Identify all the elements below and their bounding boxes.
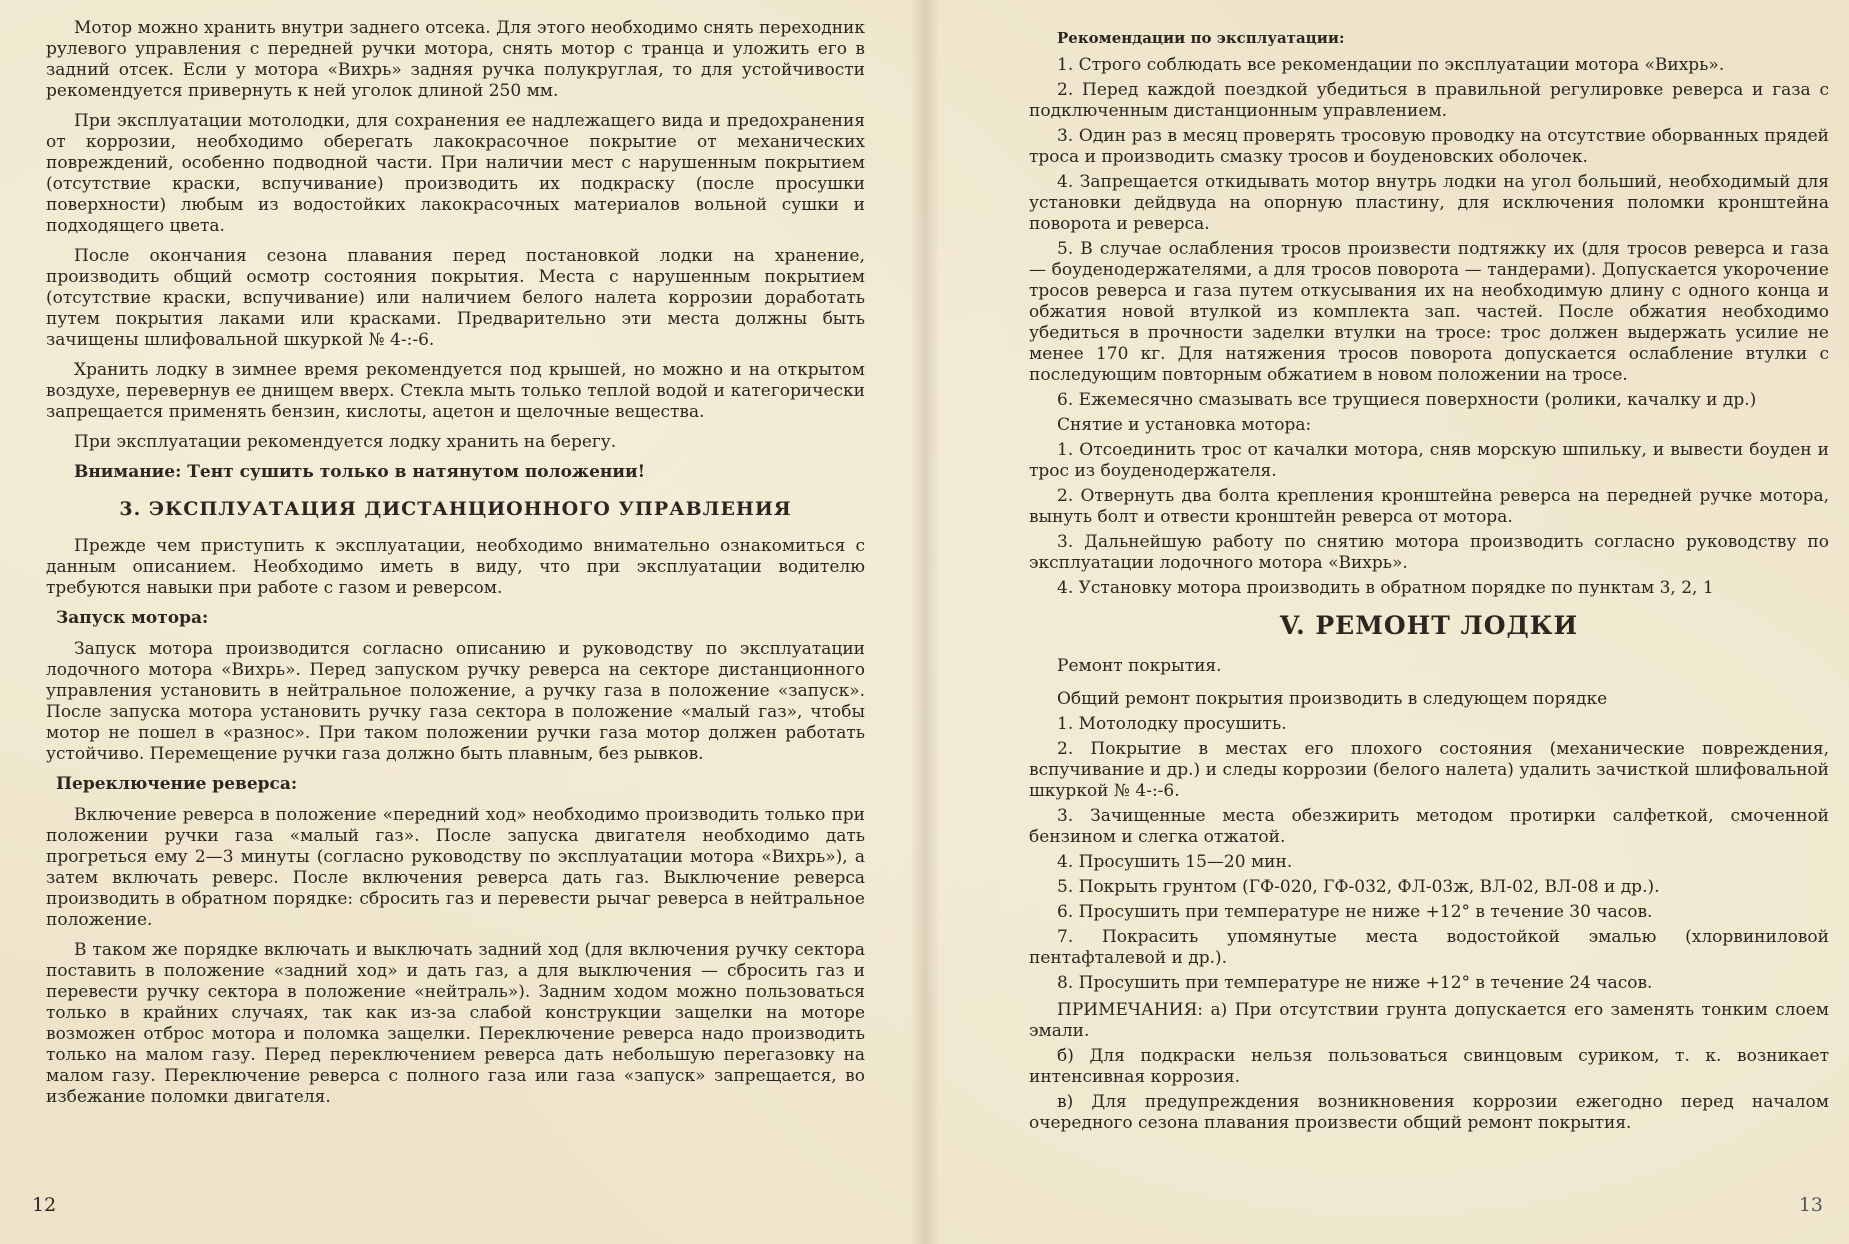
right-page — [925, 0, 1849, 1244]
removal-heading: Снятие и установка мотора: — [1057, 415, 1312, 435]
removal-list — [1029, 440, 1829, 599]
list-item: 3. Зачищенные места обезжирить методом протирки салфеткой, смоченной бензином и слегка отжатой. — [1029, 806, 1829, 847]
note: в) Для предупреждения возникновения коррозии ежегодно перед началом очередного сезона плавания произвести общий ремонт покрытия. — [1029, 1092, 1829, 1133]
note: б) Для подкраски нельзя пользоваться свинцовым суриком, т. к. возникает интенсивная коррозия. — [1029, 1046, 1829, 1087]
paragraph: Включение реверса в положение «передний ход» необходимо производить только при положении ручки газа «малый газ». После запуска двигателя необходимо дать прогреться ему 2—3 минуты (согласно руководству по эксплуатации мотора «Вихрь»), а затем включать реверс. После включения реверса дать газ. Выключение реверса производить в обратном порядке: сбросить газ и перевести рычаг реверса в нейтральное положение. — [46, 805, 865, 930]
list-item: 6. Просушить при температуре не ниже +12° в течение 30 часов. — [1057, 902, 1653, 922]
notes-list — [1029, 1000, 1829, 1134]
section-heading: 3. ЭКСПЛУАТАЦИЯ ДИСТАНЦИОННОГО УПРАВЛЕНИЯ — [119, 498, 792, 520]
list-item: 2. Перед каждой поездкой убедиться в правильной регулировке реверса и газа с подключенным дистанционным управлением. — [1029, 80, 1829, 121]
list-item: 1. Отсоединить трос от качалки мотора, сняв морскую шпильку, и вывести боуден и трос из боуденодержателя. — [1029, 440, 1829, 481]
paragraph: Запуск мотора производится согласно описанию и руководству по эксплуатации лодочного мотора «Вихрь». Перед запуском ручку реверса на секторе дистанционного управления установить в нейтральное положение, а ручку газа в положение «запуск». После запуска мотора установить ручку газа сектора в положение «малый газ», чтобы мотор не пошел в «разнос». При таком положении ручки газа мотор должен работать устойчиво. Перемещение ручки газа должно быть плавным, без рывков. — [46, 639, 865, 764]
subheading: Запуск мотора: — [56, 608, 209, 628]
list-item: 1. Строго соблюдать все рекомендации по эксплуатации мотора «Вихрь». — [1057, 55, 1725, 75]
page-number: 13 — [1798, 1194, 1823, 1216]
list-item: 2. Отвернуть два болта крепления кронштейна реверса на передней ручке мотора, вынуть болт и отвести кронштейн реверса от мотора. — [1029, 486, 1829, 527]
list-item: 2. Покрытие в местах его плохого состояния (механические повреждения, вспучивание и др.) и следы коррозии (белого налета) удалить зачисткой шлифовальной шкуркой № 4-:-6. — [1029, 739, 1829, 801]
paragraph: В таком же порядке включать и выключать задний ход (для включения ручку сектора поставить в положение «задний ход» и дать газ, а для выключения — сбросить газ и перевести ручку сектора в положение «нейтраль»). Задним ходом можно пользоваться только в крайних случаях, так как из-за слабой конструкции защелки на моторе возможен отброс мотора и поломка защелки. Переключение реверса надо производить только на малом газу. Перед переключением реверса дать небольшую перегазовку на малом газу. Переключение реверса с полного газа или газа «запуск» запрещается, во избежание поломки двигателя. — [46, 940, 865, 1107]
list-item: 4. Запрещается откидывать мотор внутрь лодки на угол больший, необходимый для установки дейдвуда на опорную пластину, для исключения поломки кронштейна поворота и реверса. — [1029, 172, 1829, 234]
subheading: Переключение реверса: — [56, 774, 298, 794]
page-number: 12 — [32, 1194, 57, 1216]
list-item: 3. Дальнейшую работу по снятию мотора производить согласно руководству по эксплуатации лодочного мотора «Вихрь». — [1029, 532, 1829, 573]
recommendations-list — [1029, 55, 1829, 411]
paragraph: Хранить лодку в зимнее время рекомендуется под крышей, но можно и на открытом воздухе, перевернув ее днищем вверх. Стекла мыть только теплой водой и категорически запрещается применять бензин, кислоты, ацетон и щелочные вещества. — [46, 360, 865, 422]
list-item: 3. Один раз в месяц проверять тросовую проводку на отсутствие оборванных прядей троса и производить смазку тросов и боуденовских оболочек. — [1029, 126, 1829, 167]
list-item: 7. Покрасить упомянутые места водостойкой эмалью (хлорвиниловой пентафталевой и др.). — [1029, 927, 1829, 968]
book-gutter — [910, 0, 940, 1244]
section-heading: V. РЕМОНТ ЛОДКИ — [1279, 611, 1579, 640]
list-item: 5. В случае ослабления тросов произвести подтяжку их (для тросов реверса и газа — боуденодержателями, а для тросов поворота — тандерами). Допускается укорочение тросов реверса и газа путем откусывания их на необходимую длину с одного конца и обжатия новой втулкой из комплекта зап. частей. После обжатия необходимо убедиться в прочности заделки втулки на тросе: трос должен выдержать усилие не менее 170 кг. Для натяжения тросов поворота допускается ослабление втулки с последующим повторным обжатием в новом положении на тросе. — [1029, 239, 1829, 385]
paragraph: Мотор можно хранить внутри заднего отсека. Для этого необходимо снять переходник рулевого управления с передней ручки мотора, снять мотор с транца и уложить его в задний отсек. Если у мотора «Вихрь» задняя ручка полукруглая, то для устойчивости рекомендуется привернуть к ней уголок длиной 250 мм. — [46, 18, 865, 101]
note: ПРИМЕЧАНИЯ: а) При отсутствии грунта допускается его заменять тонким слоем эмали. — [1029, 1000, 1829, 1041]
paragraph: После окончания сезона плавания перед постановкой лодки на хранение, производить общий осмотр состояния покрытия. Места с нарушенным покрытием (отсутствие краски, вспучивание) или наличием белого налета коррозии доработать путем покрытия лаками или красками. Предварительно эти места должны быть зачищены шлифовальной шкуркой № 4-:-6. — [46, 246, 865, 350]
warning-note: Внимание: Тент сушить только в натянутом положении! — [74, 462, 646, 482]
list-item: 8. Просушить при температуре не ниже +12° в течение 24 часов. — [1057, 973, 1653, 993]
paragraph: При эксплуатации мотолодки, для сохранения ее надлежащего вида и предохранения от коррозии, необходимо оберегать лакокрасочное покрытие от механических повреждений, особенно подводной части. При наличии мест с нарушенным покрытием (отсутствие краски, вспучивание) производить их подкраску (после просушки поверхности) любым из водостойких лакокрасочных материалов вольной сушки и подходящего цвета. — [46, 111, 865, 236]
list-item: 5. Покрыть грунтом (ГФ-020, ГФ-032, ФЛ-03ж, ВЛ-02, ВЛ-08 и др.). — [1057, 877, 1660, 897]
list-item: 4. Просушить 15—20 мин. — [1057, 852, 1293, 872]
paragraph: При эксплуатации рекомендуется лодку хранить на берегу. — [74, 432, 617, 452]
list-item: 4. Установку мотора производить в обратном порядке по пунктам 3, 2, 1 — [1057, 578, 1714, 598]
repair-list — [1029, 714, 1829, 994]
list-item: 6. Ежемесячно смазывать все трущиеся поверхности (ролики, качалку и др.) — [1057, 390, 1757, 410]
paragraph: Прежде чем приступить к эксплуатации, необходимо внимательно ознакомиться с данным описанием. Необходимо иметь в виду, что при эксплуатации водителю требуются навыки при работе с газом и реверсом. — [46, 536, 865, 598]
repair-heading: Ремонт покрытия. — [1057, 656, 1222, 676]
recommendations-heading: Рекомендации по эксплуатации: — [1057, 29, 1345, 47]
repair-intro: Общий ремонт покрытия производить в следующем порядке — [1057, 689, 1608, 709]
list-item: 1. Мотолодку просушить. — [1057, 714, 1287, 734]
